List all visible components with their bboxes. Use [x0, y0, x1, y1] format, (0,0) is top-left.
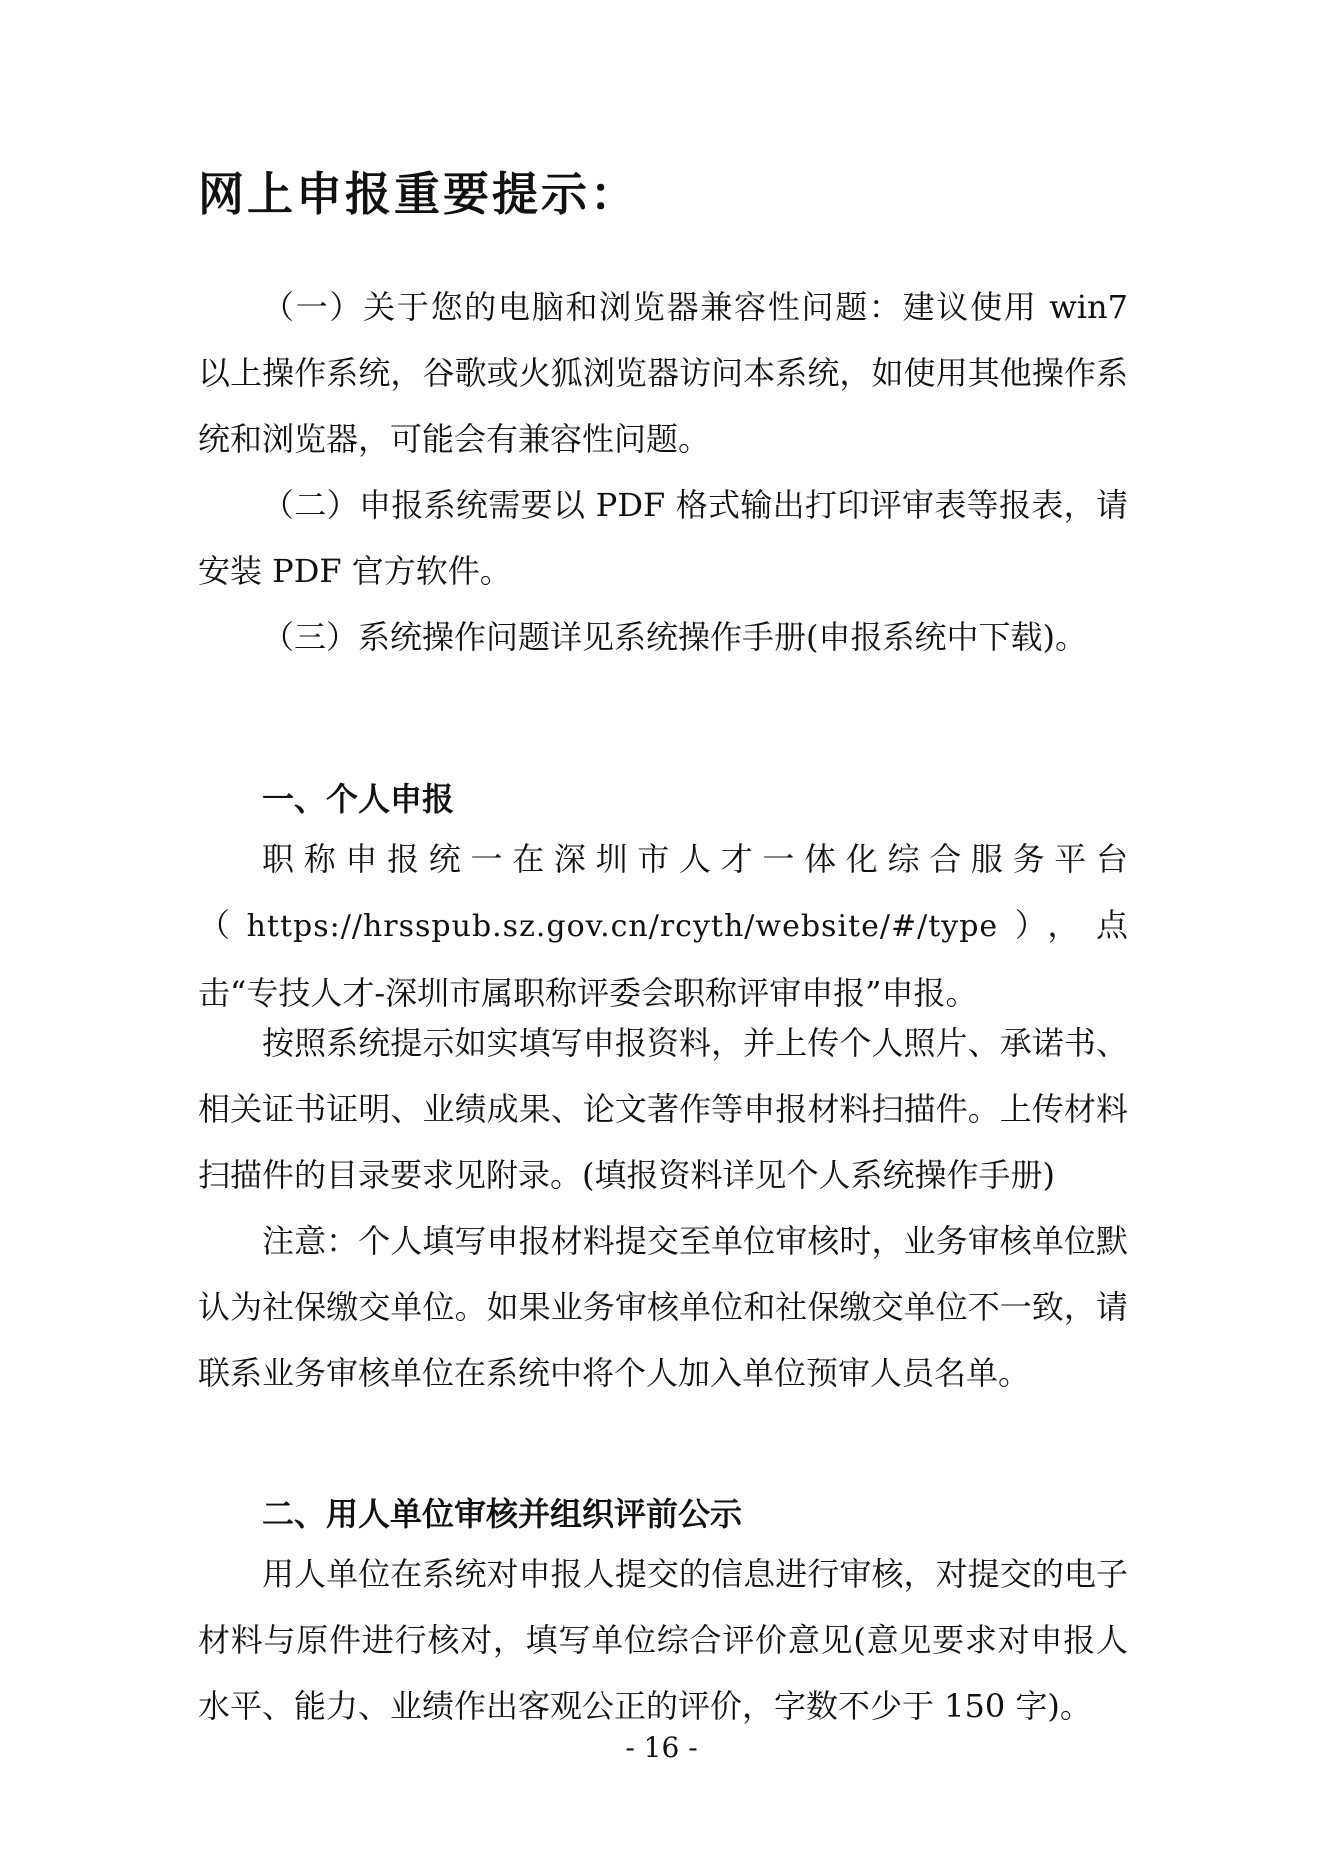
section-1-paragraph-2: 按照系统提示如实填写申报资料，并上传个人照片、承诺书、相关证书证明、业绩成果、论文著作等申报材料扫描件。上传材料扫描件的目录要求见附录。(填报资料详见个人系统操作手册): [198, 1024, 1128, 1194]
section-1-note: 注意：个人填写申报材料提交至单位审核时，业务审核单位默认为社保缴交单位。如果业务审核单位和社保缴交单位不一致，请联系业务审核单位在系统中将个人加入单位预审人员名单。: [198, 1222, 1128, 1392]
page-number: - 16 -: [625, 1731, 698, 1764]
tip-3: （三）系统操作问题详见系统操作手册(申报系统中下载)。: [262, 618, 1087, 656]
section-2-heading: 二、用人单位审核并组织评前公示: [262, 1495, 743, 1533]
page-title: 网上申报重要提示：: [198, 167, 639, 221]
section-1-paragraph-1-tail: ），点击“专技人才-深圳市属职称评委会职称评审申报”申报。: [198, 906, 1128, 1012]
tip-2: （二）申报系统需要以 PDF 格式输出打印评审表等报表，请安装 PDF 官方软件。: [198, 486, 1128, 590]
section-1-paragraph-1-lead: 职称申报统一在深圳市人才一体化综合服务平台（: [198, 840, 1128, 944]
section-1-paragraph-1: [198, 826, 1128, 1026]
platform-url: https://hrsspub.sz.gov.cn/rcyth/website/#/type: [246, 909, 999, 944]
section-2-paragraph-1: 用人单位在系统对申报人提交的信息进行审核，对提交的电子材料与原件进行核对，填写单位综合评价意见(意见要求对申报人水平、能力、业绩作出客观公正的评价，字数不少于 150 字)。: [198, 1555, 1128, 1725]
section-1-heading: 一、个人申报: [262, 780, 455, 818]
tip-1: （一）关于您的电脑和浏览器兼容性问题：建议使用 win7 以上操作系统，谷歌或火狐浏览器访问本系统，如使用其他操作系统和浏览器，可能会有兼容性问题。: [198, 288, 1128, 458]
